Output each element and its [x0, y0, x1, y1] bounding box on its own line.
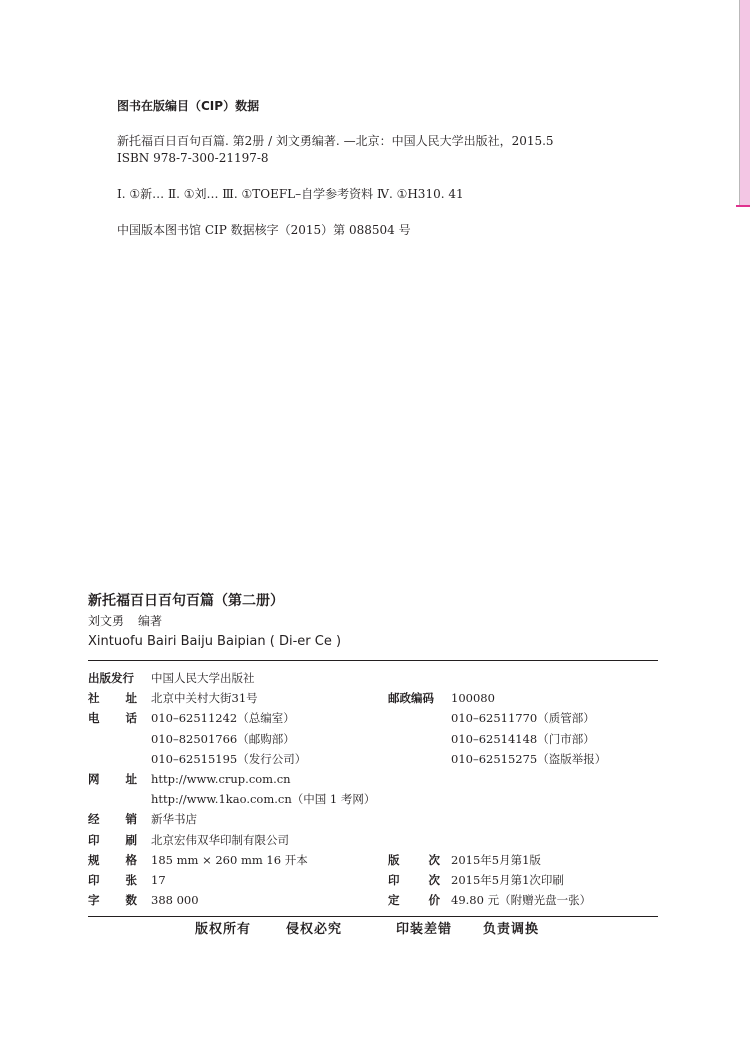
imprint-row-publisher [88, 668, 660, 688]
price-label-b: 价 [428, 893, 440, 908]
publisher-value: 中国人民大学出版社 [151, 671, 255, 685]
address-value: 北京中关村大街31号 [151, 691, 258, 706]
imprint-row-web-1 [88, 769, 660, 789]
imprint-row-distributor [88, 809, 660, 829]
web-label-a: 网 [88, 771, 100, 786]
copyright-block [88, 590, 660, 917]
web-label-b: 址 [125, 771, 137, 786]
imprint-row-phone-2 [88, 729, 660, 749]
slogan-print-errors: 印装差错 [396, 922, 453, 937]
imprint-row-address [88, 688, 660, 708]
distributor-value: 新华书店 [151, 812, 197, 827]
distributor-label-a: 经 [88, 812, 100, 827]
imprint-row-sheets [88, 870, 660, 890]
phone-distribution: 010–62515195（发行公司） [151, 751, 307, 766]
phone-piracy-report: 010–62515275（盗版举报） [451, 751, 607, 766]
book-title: 新托福百日百句百篇（第二册） [88, 593, 284, 609]
spec-label-a: 规 [88, 852, 100, 867]
sheets-value: 17 [151, 872, 166, 887]
edition-label-a: 版 [388, 852, 400, 867]
phone-mail-order: 010–82501766（邮购部） [151, 731, 295, 746]
price-value: 49.80 元（附赠光盘一张） [451, 893, 592, 908]
book-author: 刘文勇 [88, 614, 125, 628]
book-author-role: 编著 [138, 614, 163, 628]
postcode-value: 100080 [451, 691, 495, 706]
imprint-row-web-2 [88, 789, 660, 809]
address-label-b: 址 [125, 691, 137, 706]
cip-line-isbn: ISBN 978-7-300-21197-8 [117, 151, 269, 165]
price-label-a: 定 [388, 893, 400, 908]
phone-label-a: 电 [88, 711, 100, 726]
printer-label-b: 刷 [125, 832, 137, 847]
words-label-b: 数 [125, 893, 137, 908]
web-link-1kao[interactable]: http://www.1kao.com.cn（中国 1 考网） [151, 792, 376, 807]
cip-line-classification: Ⅰ. ①新… Ⅱ. ①刘… Ⅲ. ①TOEFL–自学参考资料 Ⅳ. ①H310. 41 [117, 187, 464, 201]
printing-label-a: 印 [388, 872, 400, 887]
spec-label-b: 格 [125, 852, 137, 867]
imprint-row-printer [88, 830, 660, 850]
spec-value: 185 mm × 260 mm 16 开本 [151, 852, 308, 867]
page-edge-marker [736, 205, 750, 207]
distributor-label-b: 销 [125, 812, 137, 827]
divider-bottom [88, 916, 658, 917]
words-value: 388 000 [151, 893, 199, 908]
printer-label-a: 印 [88, 832, 100, 847]
address-label-a: 社 [88, 691, 100, 706]
printing-value: 2015年5月第1次印刷 [451, 872, 564, 887]
slogan-replacement: 负责调换 [483, 922, 540, 937]
divider-top [88, 660, 658, 661]
slogan-infringement: 侵权必究 [286, 922, 343, 937]
edition-label-b: 次 [428, 852, 440, 867]
phone-label-b: 话 [125, 711, 137, 726]
phone-retail: 010–62514148（门市部） [451, 731, 595, 746]
edition-value: 2015年5月第1版 [451, 852, 541, 867]
book-author-line [88, 612, 660, 630]
web-link-crup[interactable]: http://www.crup.com.cn [151, 771, 291, 786]
cip-line-record-number: 中国版本图书馆 CIP 数据核字（2015）第 088504 号 [117, 223, 411, 237]
imprint-row-phone-1 [88, 708, 660, 728]
slogan-all-rights: 版权所有 [195, 922, 252, 937]
printer-value: 北京宏伟双华印制有限公司 [151, 832, 289, 847]
book-pinyin-title: Xintuofu Bairi Baiju Baipian ( Di-er Ce ) [88, 634, 342, 649]
printing-label-b: 次 [428, 872, 440, 887]
page-edge-strip [739, 0, 750, 205]
sheets-label-b: 张 [125, 872, 137, 887]
imprint-table [88, 668, 660, 910]
sheets-label-a: 印 [88, 872, 100, 887]
postcode-label: 邮政编码 [388, 691, 434, 706]
publisher-label: 出版发行 [88, 671, 134, 685]
imprint-row-words [88, 890, 660, 910]
cip-line-title: 新托福百日百句百篇. 第2册 / 刘文勇编著. —北京：中国人民大学出版社，2015.5 [117, 134, 554, 148]
phone-editorial: 010–62511242（总编室） [151, 711, 295, 726]
imprint-row-spec [88, 850, 660, 870]
imprint-row-phone-3 [88, 749, 660, 769]
cip-title: 图书在版编目（CIP）数据 [117, 99, 260, 113]
cip-block [117, 98, 677, 239]
words-label-a: 字 [88, 893, 100, 908]
phone-quality: 010–62511770（质管部） [451, 711, 595, 726]
